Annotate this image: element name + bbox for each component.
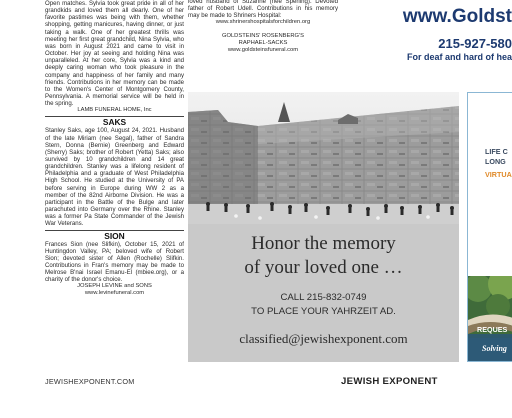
page-footer [45, 377, 512, 389]
yahrzeit-instruction: TO PLACE YOUR YAHRZEIT AD. [251, 306, 396, 317]
obituary-column-middle [188, 0, 338, 54]
yahrzeit-email: classified@jewishexponent.com [239, 331, 408, 346]
obituary-text-sion: Frances Sion (nee Slifkin), October 15, 2021 of Huntingdon Valley, PA; beloved wife of Robert Sion; devoted sister of Allen (Rochelle) Slifkin. Contributions in Fran's memory may be made to Melrose B'nai Israel Emanu-El (mbiee.org), or a charity of the donor's choice. [45, 240, 184, 284]
funeral-home-levine-url: www.levinefuneral.com [84, 290, 145, 297]
side-ad-line2: LONG [485, 157, 506, 166]
side-ad-request: REQUES [477, 325, 508, 334]
ad-phone: 215-927-580 [438, 36, 512, 51]
side-ad-tagline: Solving [482, 344, 507, 353]
yahrzeit-headline-line1: Honor the memory [251, 233, 396, 254]
western-wall-photo [188, 92, 459, 224]
obituary-heading-sion: SION [104, 230, 125, 241]
funeral-home-goldsteins-url: www.goldsteinsfuneral.com [227, 47, 299, 54]
shriners-url: www.shrinershospitalsforchildren.org [215, 19, 311, 26]
goldsteins-ad [345, 0, 512, 70]
funeral-home-levine: JOSEPH LEVINE and SONS [77, 283, 152, 290]
funeral-home-goldsteins: GOLDSTEINS' ROSENBERG'S [221, 33, 305, 40]
obituary-text-saks: Stanley Saks, age 100, August 24, 2021. Husband of the late Miriam (nee Segal), father of Sandra Stern, Donna (Bernie) Greenberg and Edward (Sherry) Saks; brother of Robert (Yetta) Saks; also survived by 10 grandchildren and 14 great grandchildren. Stanley was a lifelong resident of Philadelphia and a graduate of West Philadelphia High School. He studied at the University of PA before serving in Europe during WW 2 as a member of the 82nd Airborne Division. He was a participant in the Battle of the Bulge and later parachuted into Germany over the Rhine. Stanley was a former Pa State Commander of the Jewish War Veterans. [45, 127, 184, 228]
obituary-text-sylvia: Open matches. Sylvia took great pride in all of her grandkids and loved them all dearly. One of her favorite pastimes was being with them, whether shopping, getting manicures, having dinner, or just taking a walk. One of her greatest thrills was meeting her first great grandchild, Nina Sylvia, who was born in August 2021 and came to visit in October. Her joy at seeing and holding Nina was unparalleled. At her core, Sylvia was a kind and deeply caring woman who took pleasure in the company and happiness of her family and many friends. Contributions in her memory can be made to the Women's Center of Montgomery County, Pennsylvania. A memorial service will be held in the spring. [45, 0, 184, 108]
obituary-heading-saks: SAKS [102, 117, 127, 128]
obituary-column-left [45, 0, 184, 297]
obituary-text-udell: loved husband of Suzanne (nee Sperling). Devoted father of Robert Udell. Contributions in his memory may be made to Shriners Hospital: [188, 0, 338, 20]
yahrzeit-headline-line2: of your loved one … [244, 257, 403, 278]
funeral-home-raphael-sacks: RAPHAEL-SACKS [238, 40, 288, 47]
yahrzeit-phone: CALL 215-832-0749 [280, 292, 367, 303]
side-ad-virtual: VIRTUA [485, 170, 512, 179]
ad-website: www.Goldst [402, 6, 512, 27]
footer-website: JEWISHEXPONENT.COM [45, 377, 135, 386]
footer-publication: JEWISH EXPONENT [341, 376, 438, 387]
side-ad-line1: LIFE C [485, 147, 508, 156]
yahrzeit-ad [188, 92, 459, 362]
side-ad [467, 92, 512, 362]
ad-deaf-line: For deaf and hard of hea [406, 52, 512, 62]
funeral-home-lamb: LAMB FUNERAL HOME, Inc [77, 107, 152, 114]
